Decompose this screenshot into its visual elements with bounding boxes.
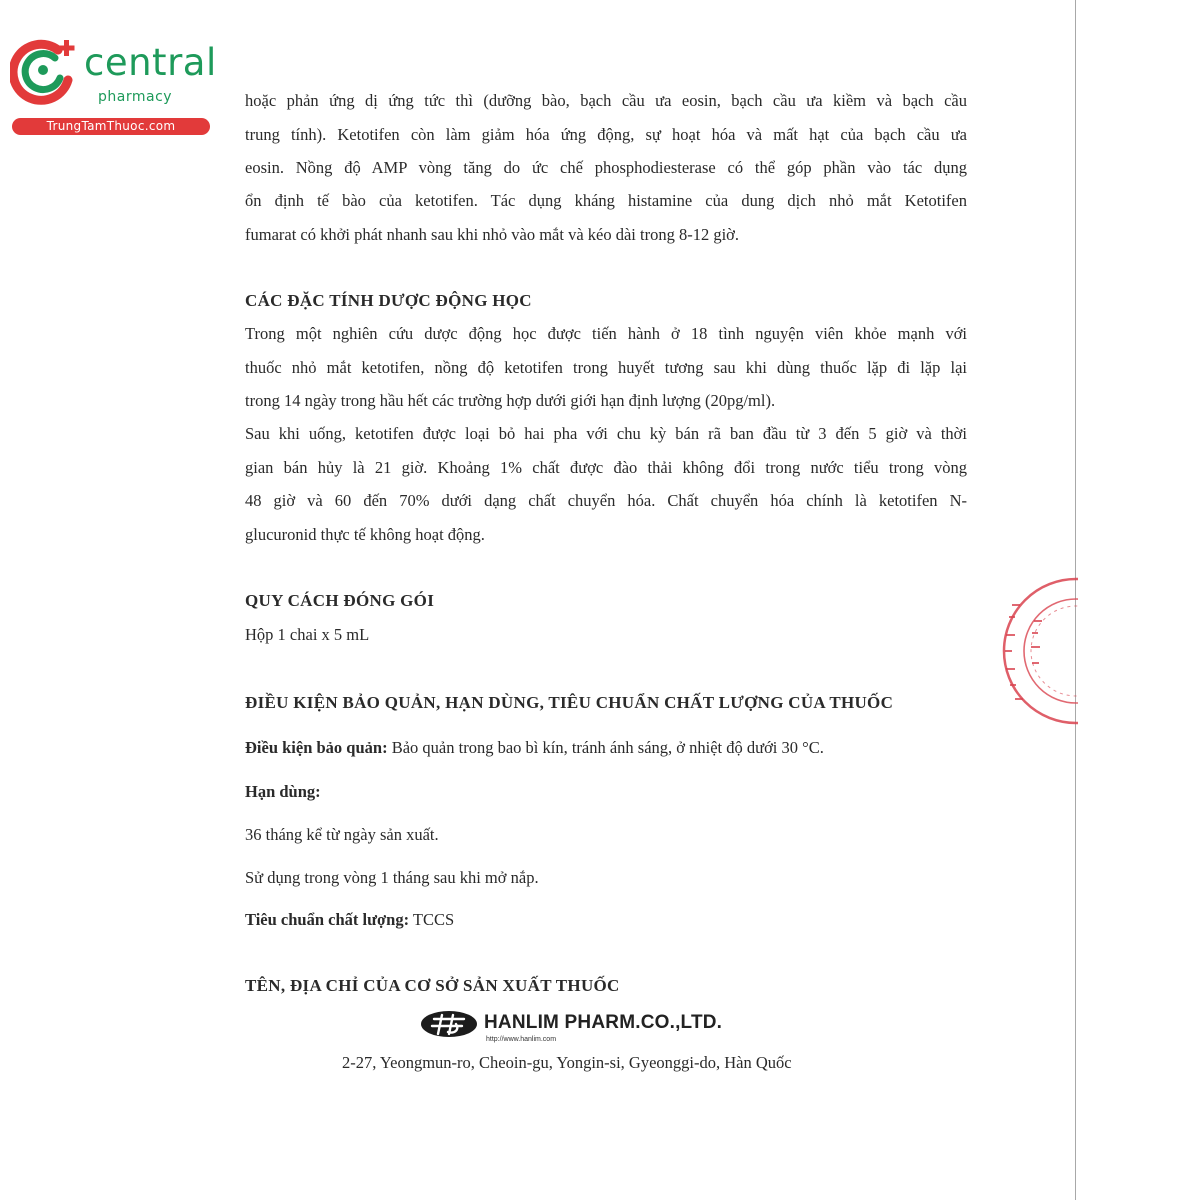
body-line: eosin. Nồng độ AMP vòng tăng do ức chế phosphodiesterase có thể góp phần vào tác dụng: [245, 158, 967, 177]
body-line: gian bán hủy là 21 giờ. Khoảng 1% chất được đào thải không đổi trong nước tiểu trong vòng: [245, 458, 967, 477]
manufacturer-url: http://www.hanlim.com: [486, 1036, 557, 1043]
section-heading-packaging: QUY CÁCH ĐÓNG GÓI: [245, 591, 435, 610]
body-line: fumarat có khởi phát nhanh sau khi nhỏ vào mắt và kéo dài trong 8-12 giờ.: [245, 225, 740, 244]
section-heading-storage: ĐIỀU KIỆN BẢO QUẢN, HẠN DÙNG, TIÊU CHUẨN CHẤT LƯỢNG CỦA THUỐC: [245, 693, 894, 712]
expiry-line: 36 tháng kể từ ngày sản xuất.: [245, 825, 439, 844]
expiry-line: Sử dụng trong vòng 1 tháng sau khi mở nắp.: [245, 868, 539, 887]
body-line: glucuronid thực tế không hoạt động.: [245, 525, 485, 544]
hanlim-logo-icon: [420, 1010, 478, 1038]
manufacturer-address: 2-27, Yeongmun-ro, Cheoin-gu, Yongin-si, Gyeonggi-do, Hàn Quốc: [342, 1053, 792, 1072]
brand-name: central: [84, 41, 217, 84]
quality-label: Tiêu chuẩn chất lượng:: [245, 910, 410, 929]
body-line: trung tính). Ketotifen còn làm giảm hóa ứng động, sự hoạt hóa và mất hạt của bạch cầu ưa: [245, 125, 967, 144]
body-line: thuốc nhỏ mắt ketotifen, nồng độ ketotifen trong huyết tương sau khi dùng thuốc lặp đi lặp lại: [245, 358, 967, 377]
brand-website: TrungTamThuoc.com: [12, 118, 210, 135]
storage-condition: [245, 737, 967, 759]
body-line: ổn định tế bào của ketotifen. Tác dụng kháng histamine của dung dịch nhỏ mắt Ketotifen: [245, 191, 967, 210]
manufacturer-name: HANLIM PHARM.CO.,LTD.: [484, 1012, 723, 1033]
central-logo-icon: [10, 36, 80, 106]
packaging-text: Hộp 1 chai x 5 mL: [245, 625, 370, 644]
brand-subtitle: pharmacy: [98, 89, 173, 105]
quality-standard: [245, 909, 967, 931]
body-line: Trong một nghiên cứu dược động học được tiến hành ở 18 tình nguyện viên khỏe mạnh với: [245, 324, 967, 343]
body-line: trong 14 ngày trong hầu hết các trường hợp dưới giới hạn định lượng (20pg/ml).: [245, 391, 776, 410]
body-line: 48 giờ và 60 đến 70% dưới dạng chất chuyển hóa. Chất chuyển hóa chính là ketotifen N-: [245, 491, 967, 510]
section-heading-pharmacokinetics: CÁC ĐẶC TÍNH DƯỢC ĐỘNG HỌC: [245, 291, 532, 310]
body-line: Sau khi uống, ketotifen được loại bỏ hai pha với chu kỳ bán rã ban đầu từ 3 đến 5 giờ và thời: [245, 424, 967, 443]
manufacturer-logo: [420, 1008, 770, 1048]
storage-condition-label: Điều kiện bảo quản:: [245, 738, 388, 757]
quality-text: TCCS: [409, 910, 455, 929]
section-heading-manufacturer: TÊN, ĐỊA CHỈ CỦA CƠ SỞ SẢN XUẤT THUỐC: [245, 976, 620, 995]
official-stamp-icon: [988, 576, 1078, 726]
body-line: hoặc phản ứng dị ứng tức thì (dưỡng bào, bạch cầu ưa eosin, bạch cầu ưa kiềm và bạch cầu: [245, 91, 967, 110]
storage-condition-text: Bảo quản trong bao bì kín, tránh ánh sáng, ở nhiệt độ dưới 30 °C.: [387, 738, 824, 757]
central-pharmacy-logo[interactable]: [10, 36, 217, 136]
expiry-label: Hạn dùng:: [245, 782, 321, 801]
